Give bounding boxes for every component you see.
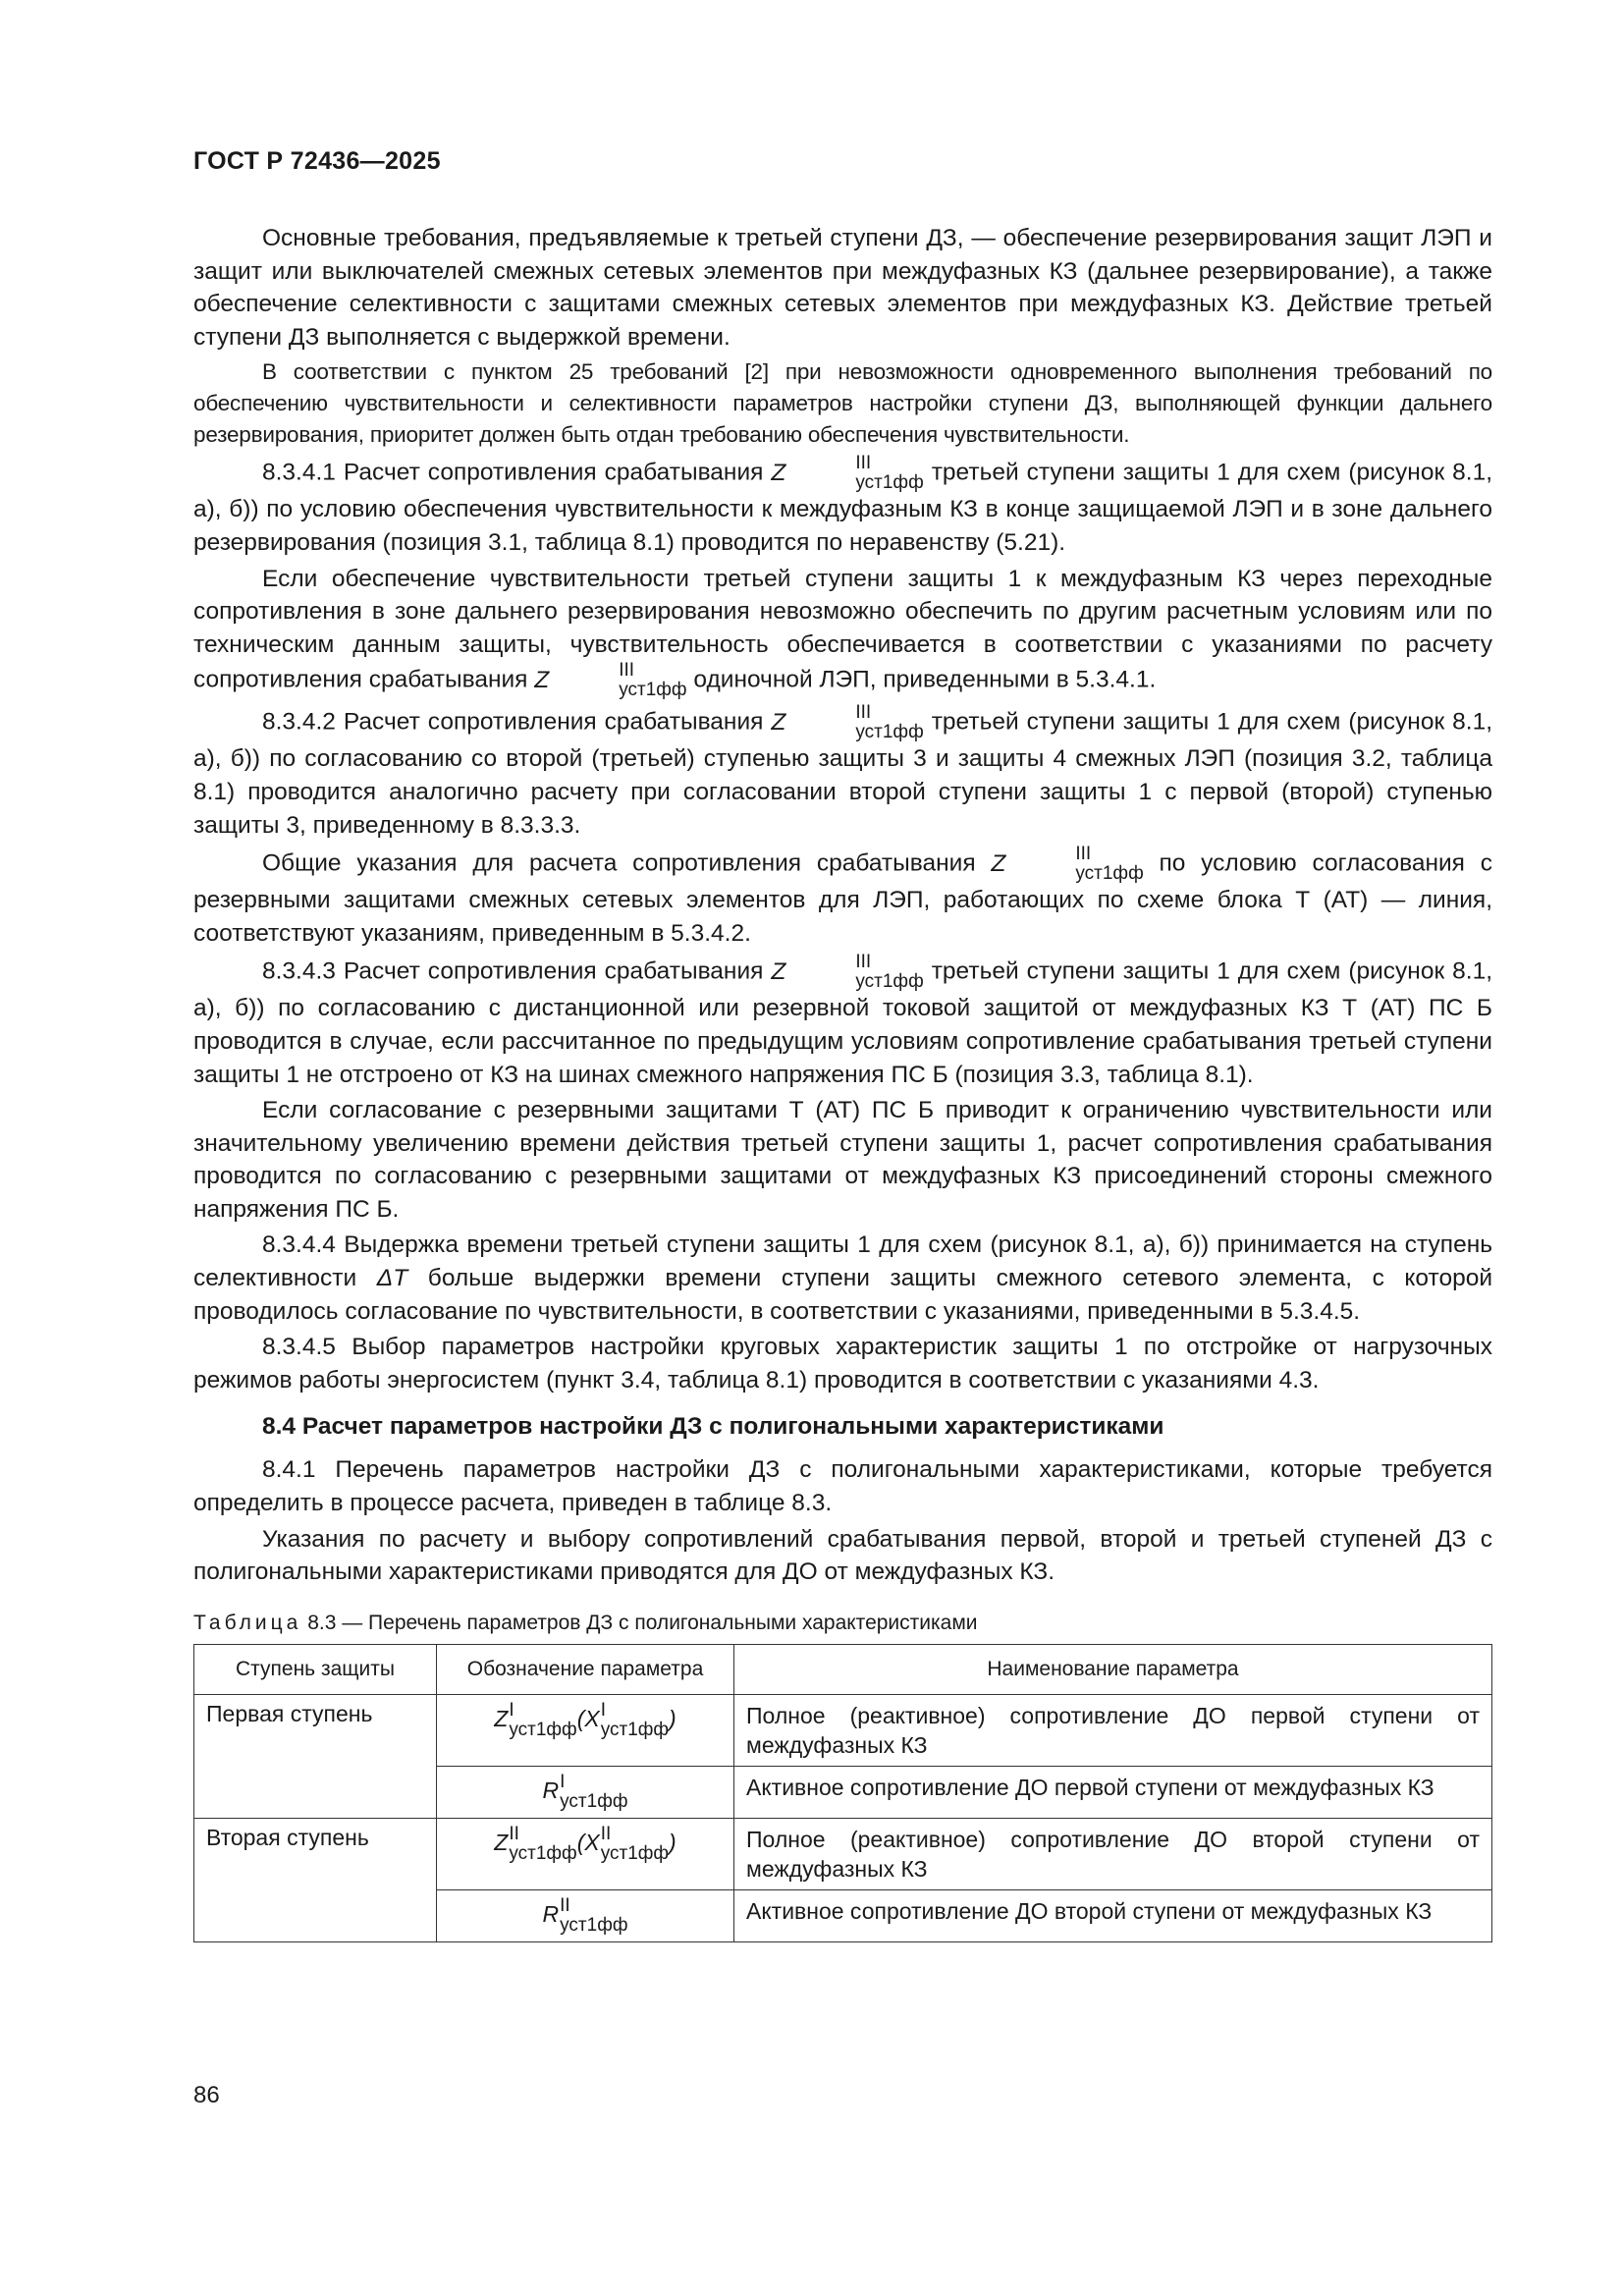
table-cell-step: Первая ступень bbox=[194, 1694, 437, 1818]
table-caption: Таблица 8.3 — Перечень параметров ДЗ с полигональными характеристиками bbox=[193, 1611, 978, 1634]
z-setting-third-stage: Z III уст1фф bbox=[991, 844, 1144, 885]
paragraph-sensitivity: Если обеспечение чувствительности третьей ступени защиты 1 к междуфазным КЗ через переходные сопротивления в зоне дальнего резервирования невозможно обеспечить по другим расчетным условиям или по техническим данным защиты, чувствительность обеспечивается в соответствии с указаниями по расчету сопротивления срабатывания Z III уст1фф одиночной ЛЭП, приведенными в 5.3.4.1. bbox=[193, 565, 1492, 701]
table-row bbox=[194, 1818, 1492, 1889]
page-content bbox=[193, 222, 1492, 1942]
table-cell-designation: Z I уст1фф (X I уст1фф ) bbox=[437, 1694, 734, 1766]
table-header-row bbox=[194, 1644, 1492, 1694]
table-cell-designation: Z II уст1фф (X II уст1фф ) bbox=[437, 1818, 734, 1889]
table-cell-designation: R I уст1фф bbox=[437, 1766, 734, 1818]
table-cell-name: Активное сопротивление ДО первой ступени от междуфазных КЗ bbox=[734, 1766, 1492, 1818]
column-header-name: Наименование параметра bbox=[734, 1644, 1492, 1694]
paragraph-requirements-25: В соответствии с пунктом 25 требований [2] при невозможности одновременного выполнения требований по обеспечению чувствительности и селективности параметров настройки ступени ДЗ, выполняющей функции дальнего резервирования, приоритет должен быть отдан требованию обеспечения чувствительности. bbox=[193, 359, 1492, 448]
table-cell-step: Вторая ступень bbox=[194, 1818, 437, 1941]
paragraph-8-3-4-4: 8.3.4.4 Выдержка времени третьей ступени защиты 1 для схем (рисунок 8.1, а), б)) принимается на ступень селективности ΔT больше выдержки времени ступени защиты смежного сетевого элемента, с которой проводилось согласование по чувствительности, в соответствии с указаниями, приведенными в 5.3.4.5. bbox=[193, 1231, 1493, 1325]
column-header-designation: Обозначение параметра bbox=[437, 1644, 734, 1694]
column-header-step: Ступень защиты bbox=[194, 1644, 437, 1694]
paragraph-8-4-1: 8.4.1 Перечень параметров настройки ДЗ с полигональными характеристиками, которые требуется определить в процессе расчета, приведен в таблице 8.3. bbox=[193, 1456, 1492, 1517]
z-setting-third-stage: Z III уст1фф bbox=[771, 453, 924, 494]
paragraph-polygonal-instructions: Указания по расчету и выбору сопротивлений срабатывания первой, второй и третьей ступеней ДЗ с полигональными характеристиками приводятся для ДО от междуфазных КЗ. bbox=[193, 1525, 1492, 1586]
z-setting-third-stage: Z III уст1фф bbox=[771, 952, 924, 993]
document-header: ГОСТ Р 72436—2025 bbox=[193, 147, 441, 175]
table-row bbox=[194, 1694, 1492, 1766]
paragraph-8-3-4-2: 8.3.4.2 Расчет сопротивления срабатывания Z III уст1фф третьей ступени защиты 1 для схем (рисунок 8.1, а), б)) по согласованию со второй (третьей) ступенью защиты 3 и защиты 4 смежных ЛЭП (позиция 3.2, таблица 8.1) проводится аналогично расчету при согласовании второй ступени защиты 1 с первой (второй) ступенью защиты 3, приведенному в 8.3.3.3. bbox=[193, 702, 1493, 839]
paragraph-third-stage-requirements: Основные требования, предъявляемые к третьей ступени ДЗ, — обеспечение резервирования защит ЛЭП и защит или выключателей смежных сетевых элементов при междуфазных КЗ (дальнее резервирование), а также обеспечение селективности с защитами смежных сетевых элементов при междуфазных КЗ. Действие третьей ступени ДЗ выполняется с выдержкой времени. bbox=[193, 225, 1492, 351]
table-cell-designation: R II уст1фф bbox=[437, 1889, 734, 1941]
paragraph-8-3-4-5: 8.3.4.5 Выбор параметров настройки круговых характеристик защиты 1 по отстройке от нагрузочных режимов работы энергосистем (пункт 3.4, таблица 8.1) проводится в соответствии с указаниями 4.3. bbox=[193, 1334, 1492, 1394]
paragraph-general-instructions: Общие указания для расчета сопротивления срабатывания Z III уст1фф по условию согласования с резервными защитами смежных сетевых элементов для ЛЭП, работающих по схеме блока Т (АТ) — линия, соответствуют указаниям, приведенным в 5.3.4.2. bbox=[193, 844, 1492, 947]
z-setting-third-stage: Z III уст1фф bbox=[534, 660, 687, 701]
table-cell-name: Полное (реактивное) сопротивление ДО второй ступени от междуфазных КЗ bbox=[734, 1818, 1492, 1889]
table-cell-name: Полное (реактивное) сопротивление ДО первой ступени от междуфазных КЗ bbox=[734, 1694, 1492, 1766]
paragraph-backup-coordination: Если согласование с резервными защитами Т (АТ) ПС Б приводит к ограничению чувствительности или значительному увеличению времени действия третьей ступени защиты 1, расчет сопротивления срабатывания проводится по согласованию с резервными защитами от междуфазных КЗ присоединений стороны смежного напряжения ПС Б. bbox=[193, 1097, 1492, 1223]
page-number: 86 bbox=[193, 2082, 220, 2108]
parameters-table bbox=[193, 1644, 1492, 1942]
paragraph-8-3-4-1: 8.3.4.1 Расчет сопротивления срабатывания Z III уст1фф третьей ступени защиты 1 для схем (рисунок 8.1, а), б)) по условию обеспечения чувствительности к междуфазным КЗ в конце защищаемой ЛЭП и в зоне дальнего резервирования (позиция 3.1, таблица 8.1) проводится по неравенству (5.21). bbox=[193, 453, 1493, 556]
delta-t-symbol: ΔT bbox=[376, 1265, 408, 1292]
paragraph-8-3-4-3: 8.3.4.3 Расчет сопротивления срабатывания Z III уст1фф третьей ступени защиты 1 для схем (рисунок 8.1, а), б)) по согласованию с дистанционной или резервной токовой защитой от междуфазных КЗ Т (АТ) ПС Б проводится в случае, если рассчитанное по предыдущим условиям сопротивление срабатывания третьей ступени защиты 1 не отстроено от КЗ на шинах смежного напряжения ПС Б (позиция 3.3, таблица 8.1). bbox=[193, 952, 1493, 1088]
section-title-8-4: 8.4 Расчет параметров настройки ДЗ с полигональными характеристиками bbox=[262, 1413, 1164, 1441]
z-setting-third-stage: Z III уст1фф bbox=[771, 702, 924, 743]
table-cell-name: Активное сопротивление ДО второй ступени от междуфазных КЗ bbox=[734, 1889, 1492, 1941]
